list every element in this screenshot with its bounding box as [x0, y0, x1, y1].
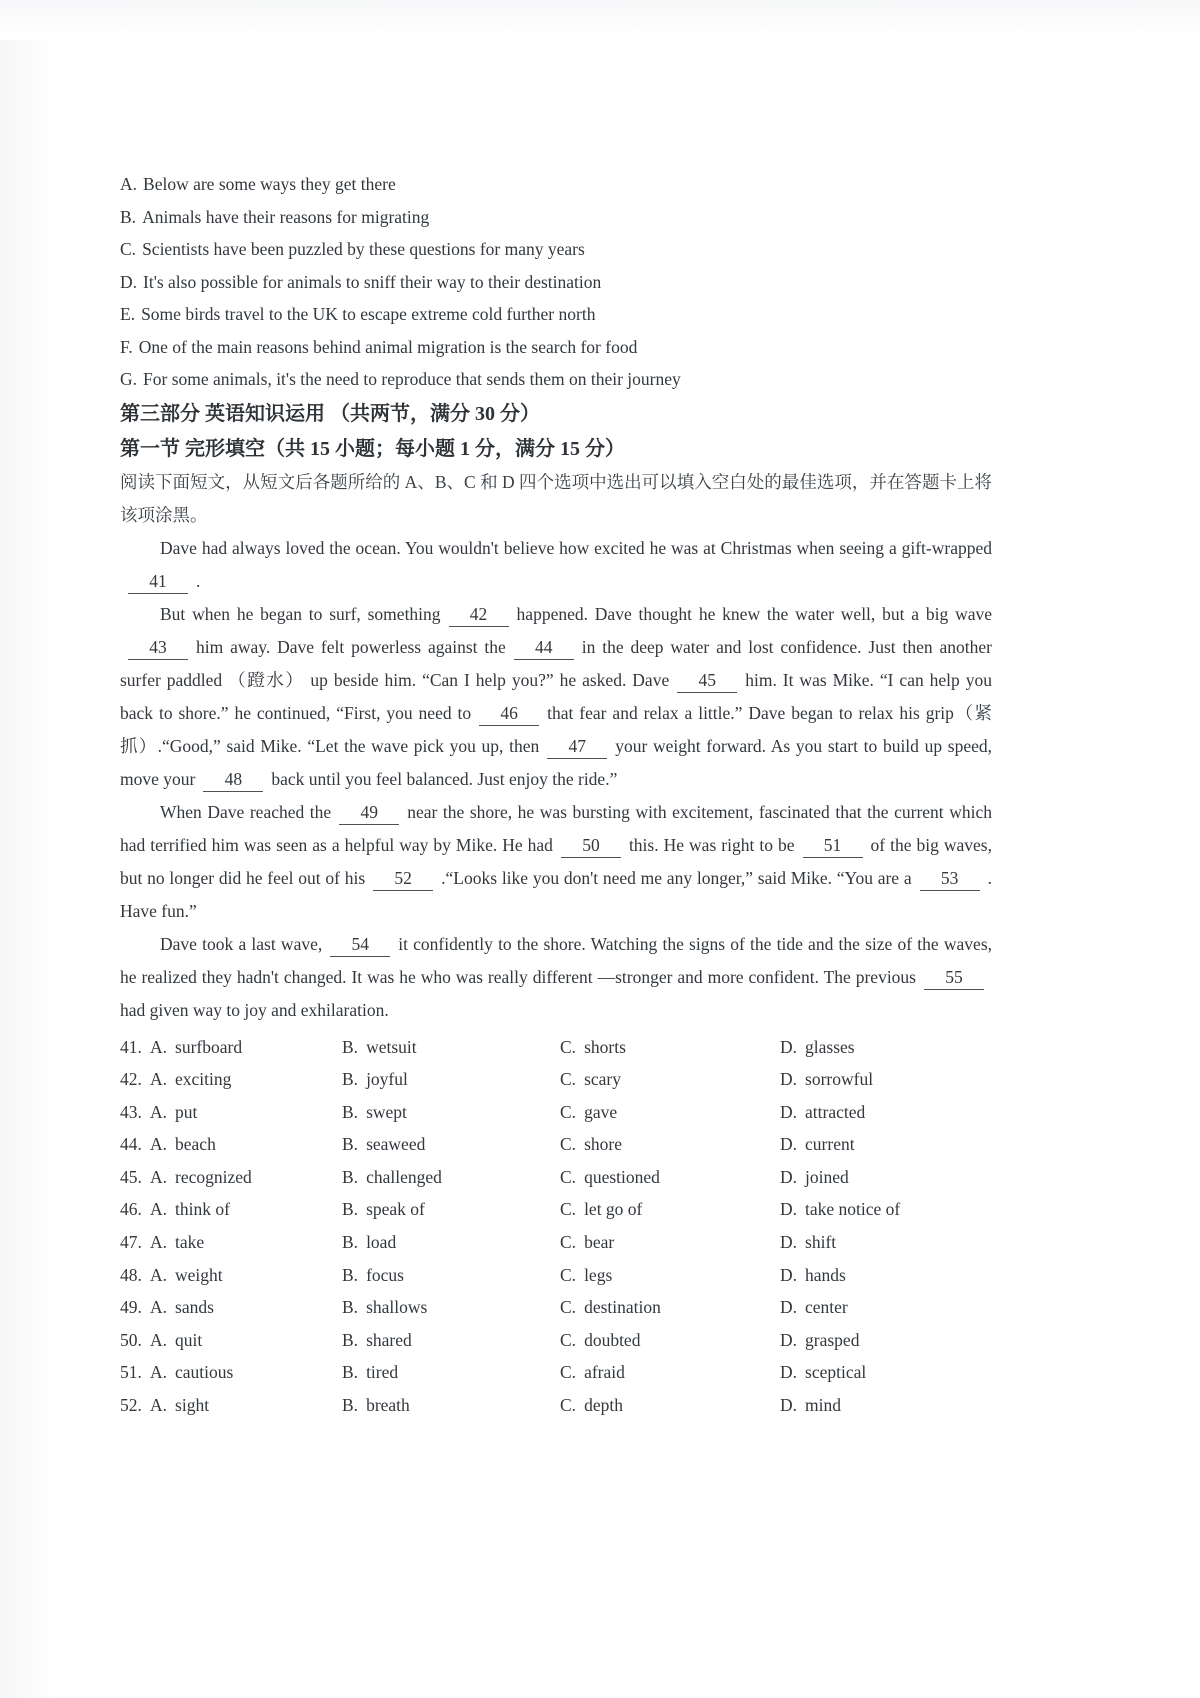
question-option-cell	[560, 1324, 780, 1357]
reading-option-text: Animals have their reasons for migrating	[142, 206, 430, 227]
cloze-blank-50: 50	[561, 833, 621, 858]
question-option-cell	[560, 1161, 780, 1194]
question-option-text: sight	[175, 1395, 210, 1416]
question-number: 44.	[120, 1134, 142, 1155]
question-row	[120, 1096, 992, 1129]
passage-text: your weight forward. As you start to build up speed, move your	[120, 735, 993, 789]
question-number: 46.	[120, 1199, 142, 1220]
cloze-blank-47: 47	[547, 734, 607, 759]
question-option-cell	[342, 1356, 560, 1389]
reading-option-label: F.	[120, 336, 133, 357]
question-option-label: B.	[342, 1166, 359, 1187]
question-option-text: tired	[366, 1362, 399, 1383]
subsection-heading: 第一节 完形填空（共 15 小题；每小题 1 分，满分 15 分）	[120, 437, 625, 460]
question-row	[120, 1063, 992, 1096]
passage-text: .	[196, 570, 201, 591]
passage-paragraph	[120, 928, 992, 1027]
reading-option-label: A.	[120, 174, 138, 194]
question-option-label: C.	[560, 1069, 577, 1090]
question-option-label: B.	[342, 1297, 359, 1318]
question-option-label: C.	[560, 1166, 577, 1187]
question-option-cell	[560, 1128, 780, 1161]
question-option-text: shift	[805, 1232, 837, 1253]
question-option-text: shallows	[366, 1297, 428, 1318]
question-option-cell	[560, 1356, 780, 1389]
question-option-cell	[120, 1259, 342, 1292]
question-option-text: shared	[366, 1329, 412, 1350]
question-option-text: doubted	[584, 1329, 641, 1350]
passage-text: him away. Dave felt powerless against the	[196, 636, 506, 657]
reading-option-line	[120, 266, 992, 299]
question-row	[120, 1291, 992, 1324]
question-option-text: afraid	[584, 1362, 625, 1383]
question-option-label: B.	[342, 1199, 359, 1220]
question-option-cell	[120, 1389, 342, 1422]
part-heading: 第三部分 英语知识运用 （共两节，满分 30 分）	[120, 402, 540, 425]
cloze-blank-49: 49	[339, 800, 399, 825]
reading-option-label: E.	[120, 304, 136, 324]
question-option-cell	[780, 1324, 992, 1357]
question-option-text: center	[805, 1297, 848, 1318]
question-option-cell	[780, 1193, 992, 1226]
reading-options-list	[120, 168, 992, 396]
cloze-blank-46: 46	[479, 701, 539, 726]
passage-text: When Dave reached the	[160, 801, 332, 822]
question-option-label: C.	[560, 1199, 577, 1220]
reading-option-text: It's also possible for animals to sniff their way to their destination	[143, 271, 602, 292]
question-option-label: C.	[560, 1134, 577, 1155]
question-option-label: C.	[560, 1329, 577, 1350]
question-option-text: take	[175, 1232, 205, 1253]
question-option-cell	[780, 1063, 992, 1096]
question-number: 52.	[120, 1395, 142, 1416]
question-option-label: B.	[342, 1395, 359, 1416]
passage-text: But when he began to surf, something	[160, 603, 441, 624]
passage-text: this. He was right to be	[628, 834, 795, 855]
question-option-label: D.	[780, 1395, 798, 1416]
cloze-blank-54: 54	[330, 932, 390, 957]
passage-text: it confidently to the shore. Watching the signs of the tide and the size of the waves, he realized they hadn't changed. It was he who was really different —stronger and more confident. The previous	[120, 933, 993, 987]
question-option-text: challenged	[366, 1166, 442, 1187]
question-number: 47.	[120, 1232, 142, 1253]
question-option-cell	[120, 1291, 342, 1324]
passage-text: . Have fun.”	[120, 867, 992, 921]
passage-text: that fear and relax a little.” Dave began to relax his grip（紧抓）.“Good,” said Mike. “Let the wave pick you up, then	[120, 702, 992, 756]
passage-text: back until you feel balanced. Just enjoy the ride.”	[271, 768, 618, 789]
question-option-cell	[342, 1063, 560, 1096]
question-row	[120, 1226, 992, 1259]
cloze-blank-42: 42	[449, 602, 509, 627]
question-option-label: D.	[780, 1134, 798, 1155]
cloze-blank-55: 55	[924, 965, 984, 990]
question-option-cell	[560, 1063, 780, 1096]
question-option-text: focus	[366, 1264, 404, 1285]
question-option-label: C.	[560, 1036, 577, 1057]
question-option-text: depth	[584, 1395, 623, 1416]
question-option-text: quit	[175, 1329, 203, 1350]
question-option-cell	[120, 1031, 342, 1064]
question-option-cell	[342, 1291, 560, 1324]
question-option-text: attracted	[805, 1101, 866, 1122]
question-option-text: sands	[175, 1297, 214, 1318]
question-option-cell	[342, 1324, 560, 1357]
question-option-text: think of	[175, 1199, 230, 1220]
passage-text: near the shore, he was bursting with excitement, fascinated that the current which had terrified him was seen as a helpful way by Mike. He had	[120, 801, 992, 855]
question-option-label: A.	[150, 1297, 168, 1318]
question-option-cell	[120, 1324, 342, 1357]
question-number: 41.	[120, 1036, 142, 1057]
question-option-text: load	[366, 1232, 397, 1253]
question-option-label: A.	[150, 1199, 168, 1220]
question-option-cell	[780, 1096, 992, 1129]
question-option-text: wetsuit	[366, 1036, 417, 1057]
question-option-label: A.	[150, 1329, 168, 1350]
question-row	[120, 1031, 992, 1064]
question-option-label: D.	[780, 1069, 798, 1090]
question-option-label: C.	[560, 1232, 577, 1253]
question-option-text: shorts	[584, 1036, 626, 1057]
question-option-label: D.	[780, 1101, 798, 1122]
question-option-cell	[120, 1128, 342, 1161]
question-option-text: take notice of	[805, 1199, 901, 1220]
question-option-text: recognized	[175, 1166, 252, 1187]
reading-option-line	[120, 363, 992, 396]
question-option-label: D.	[780, 1232, 798, 1253]
reading-option-label: C.	[120, 239, 137, 259]
reading-option-text: Scientists have been puzzled by these questions for many years	[142, 239, 585, 259]
question-option-cell	[342, 1096, 560, 1129]
question-option-cell	[560, 1226, 780, 1259]
question-option-cell	[780, 1291, 992, 1324]
question-number: 43.	[120, 1101, 142, 1122]
reading-option-text: Some birds travel to the UK to escape extreme cold further north	[141, 304, 596, 324]
question-option-text: legs	[584, 1264, 613, 1285]
question-option-label: A.	[150, 1134, 168, 1155]
question-option-text: exciting	[175, 1069, 232, 1090]
question-option-label: A.	[150, 1264, 168, 1285]
question-option-text: sorrowful	[805, 1069, 874, 1090]
question-number: 45.	[120, 1166, 142, 1187]
question-option-text: let go of	[584, 1199, 643, 1220]
passage-text: had given way to joy and exhilaration.	[120, 999, 389, 1020]
question-row	[120, 1324, 992, 1357]
question-option-label: A.	[150, 1069, 168, 1090]
question-option-text: joyful	[366, 1069, 408, 1090]
question-option-cell	[120, 1193, 342, 1226]
cloze-blank-52: 52	[373, 866, 433, 891]
reading-option-text: Below are some ways they get there	[143, 174, 396, 194]
question-option-label: D.	[780, 1166, 798, 1187]
passage-text: him. It was Mike. “I can help you back to shore.” he continued, “First, you need to	[120, 669, 993, 723]
question-option-cell	[342, 1259, 560, 1292]
question-option-label: B.	[342, 1134, 359, 1155]
question-option-label: D.	[780, 1199, 798, 1220]
question-option-label: D.	[780, 1297, 798, 1318]
question-option-text: put	[175, 1101, 198, 1122]
question-number: 50.	[120, 1329, 142, 1350]
question-option-label: D.	[780, 1036, 798, 1057]
question-option-label: B.	[342, 1264, 359, 1285]
question-option-text: speak of	[366, 1199, 425, 1220]
passage-text: Dave had always loved the ocean. You wouldn't believe how excited he was at Christmas when seeing a gift-wrapped	[160, 537, 992, 558]
question-option-label: B.	[342, 1329, 359, 1350]
question-option-cell	[120, 1161, 342, 1194]
cloze-blank-51: 51	[803, 833, 863, 858]
question-option-text: glasses	[805, 1036, 855, 1057]
passage-text: Dave took a last wave,	[160, 933, 323, 954]
passage-paragraph	[120, 598, 992, 796]
question-option-cell	[342, 1161, 560, 1194]
question-option-cell	[120, 1063, 342, 1096]
question-option-cell	[560, 1031, 780, 1064]
scan-edge-left	[0, 0, 58, 1698]
question-option-text: destination	[584, 1297, 661, 1318]
question-option-label: C.	[560, 1395, 577, 1416]
question-option-cell	[342, 1128, 560, 1161]
question-option-text: cautious	[175, 1362, 234, 1383]
scan-edge-top	[0, 0, 1200, 40]
question-option-cell	[120, 1226, 342, 1259]
question-option-label: B.	[342, 1101, 359, 1122]
question-row	[120, 1193, 992, 1226]
reading-option-label: G.	[120, 369, 138, 389]
question-option-label: A.	[150, 1362, 168, 1383]
question-option-label: C.	[560, 1362, 577, 1383]
question-option-label: B.	[342, 1232, 359, 1253]
question-option-cell	[342, 1226, 560, 1259]
cloze-blank-44: 44	[514, 635, 574, 660]
question-option-cell	[780, 1161, 992, 1194]
passage-paragraph	[120, 796, 992, 928]
reading-option-label: B.	[120, 206, 137, 227]
question-row	[120, 1356, 992, 1389]
question-option-cell	[560, 1193, 780, 1226]
passage	[120, 532, 992, 1027]
question-option-cell	[120, 1096, 342, 1129]
question-option-label: C.	[560, 1264, 577, 1285]
questions-list	[120, 1031, 992, 1422]
question-option-label: C.	[560, 1101, 577, 1122]
question-number: 42.	[120, 1069, 142, 1090]
question-option-text: shore	[584, 1134, 622, 1155]
cloze-blank-45: 45	[677, 668, 737, 693]
question-number: 48.	[120, 1264, 142, 1285]
question-option-cell	[560, 1096, 780, 1129]
question-option-cell	[560, 1259, 780, 1292]
question-option-text: sceptical	[805, 1362, 867, 1383]
question-option-text: swept	[366, 1101, 407, 1122]
question-option-label: A.	[150, 1395, 168, 1416]
reading-option-label: D.	[120, 271, 138, 292]
question-option-text: breath	[366, 1395, 410, 1416]
reading-option-line	[120, 201, 992, 234]
cloze-blank-48: 48	[203, 767, 263, 792]
question-option-cell	[780, 1031, 992, 1064]
reading-option-text: One of the main reasons behind animal migration is the search for food	[138, 336, 638, 357]
cloze-instructions: 阅读下面短文，从短文后各题所给的 A、B、C 和 D 四个选项中选出可以填入空白处的最佳选项，并在答题卡上将该项涂黑。	[120, 471, 992, 525]
question-option-text: beach	[175, 1134, 216, 1155]
question-option-label: D.	[780, 1329, 798, 1350]
question-option-cell	[780, 1389, 992, 1422]
question-option-label: B.	[342, 1036, 359, 1057]
question-option-cell	[560, 1389, 780, 1422]
question-option-text: gave	[584, 1101, 618, 1122]
question-number: 49.	[120, 1297, 142, 1318]
cloze-blank-53: 53	[920, 866, 980, 891]
question-option-label: B.	[342, 1362, 359, 1383]
question-option-cell	[342, 1193, 560, 1226]
question-option-cell	[342, 1031, 560, 1064]
question-option-text: grasped	[805, 1329, 860, 1350]
question-option-text: seaweed	[366, 1134, 426, 1155]
reading-option-line	[120, 233, 992, 266]
passage-text: .“Looks like you don't need me any longer,” said Mike. “You are a	[441, 867, 912, 888]
question-option-text: scary	[584, 1069, 621, 1090]
question-option-label: C.	[560, 1297, 577, 1318]
passage-paragraph	[120, 532, 992, 598]
question-option-label: A.	[150, 1166, 168, 1187]
question-option-text: mind	[805, 1395, 841, 1416]
question-option-cell	[780, 1259, 992, 1292]
cloze-blank-41: 41	[128, 569, 188, 594]
question-row	[120, 1259, 992, 1292]
question-row	[120, 1128, 992, 1161]
reading-option-line	[120, 331, 992, 364]
question-row	[120, 1161, 992, 1194]
question-option-label: A.	[150, 1232, 168, 1253]
question-option-cell	[560, 1291, 780, 1324]
question-number: 51.	[120, 1362, 142, 1383]
reading-option-line	[120, 298, 992, 331]
question-option-text: weight	[175, 1264, 223, 1285]
question-option-label: D.	[780, 1362, 798, 1383]
question-option-cell	[780, 1356, 992, 1389]
question-option-text: surfboard	[175, 1036, 243, 1057]
question-option-text: hands	[805, 1264, 846, 1285]
question-option-text: current	[805, 1134, 855, 1155]
passage-text: in the deep water and lost confidence. Just then another surfer paddled （蹬水） up beside him. “Can I help you?” he asked. Dave	[120, 636, 992, 690]
reading-option-line	[120, 168, 992, 201]
question-option-label: D.	[780, 1264, 798, 1285]
question-option-label: B.	[342, 1069, 359, 1090]
question-option-label: A.	[150, 1101, 168, 1122]
question-option-cell	[780, 1226, 992, 1259]
question-option-text: joined	[805, 1166, 849, 1187]
question-option-cell	[780, 1128, 992, 1161]
reading-option-text: For some animals, it's the need to reproduce that sends them on their journey	[143, 369, 681, 389]
question-option-label: A.	[150, 1036, 168, 1057]
question-option-cell	[342, 1389, 560, 1422]
cloze-blank-43: 43	[128, 635, 188, 660]
question-row	[120, 1389, 992, 1422]
question-option-text: questioned	[584, 1166, 660, 1187]
question-option-text: bear	[584, 1232, 615, 1253]
page-content	[120, 168, 992, 1422]
passage-text: of the big waves, but no longer did he feel out of his	[120, 834, 992, 888]
question-option-cell	[120, 1356, 342, 1389]
passage-text: happened. Dave thought he knew the water well, but a big wave	[516, 603, 992, 624]
